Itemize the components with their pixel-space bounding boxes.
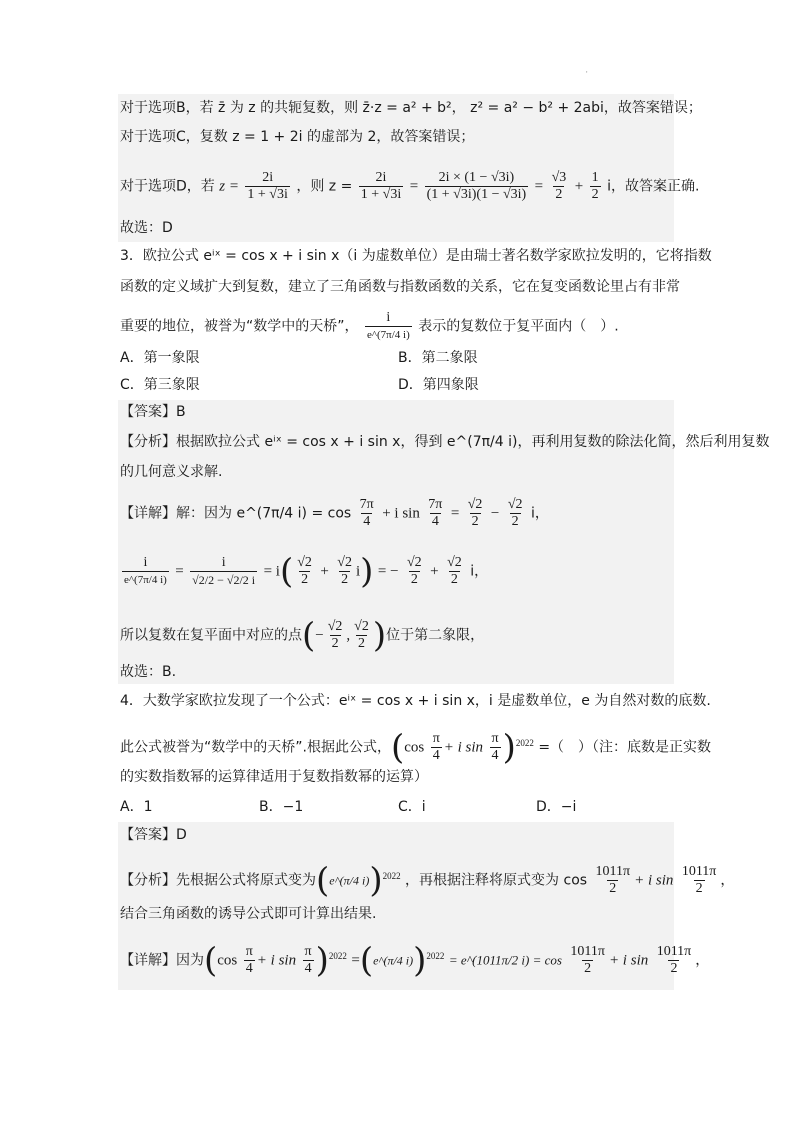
denominator: 2 <box>670 961 678 976</box>
numerator: √2 <box>447 555 462 570</box>
denominator: 2 <box>450 572 458 587</box>
denominator: (1 + √3i)(1 − √3i) <box>426 187 527 202</box>
option-d[interactable]: D．−i <box>536 799 577 815</box>
text: 对于选项D，若 <box>120 178 215 195</box>
math: + <box>430 563 439 580</box>
math: = <box>351 952 360 969</box>
denominator: 1 + √3i <box>247 187 288 202</box>
text-line: 故选：B. <box>120 664 177 680</box>
fraction <box>506 497 525 530</box>
text: ， <box>695 952 710 969</box>
answer-label: 【答案】B <box>120 404 186 420</box>
numerator: √3 <box>551 170 567 185</box>
fraction <box>431 731 442 764</box>
numerator: √2 <box>507 497 523 512</box>
denominator: 4 <box>432 748 440 763</box>
fraction <box>590 170 601 203</box>
numerator: √2 <box>297 555 312 570</box>
numerator: 2i <box>375 170 387 185</box>
option-d[interactable]: D．第四象限 <box>398 377 479 393</box>
fraction <box>655 944 694 977</box>
text: 表示的复数位于复平面内（ ）. <box>418 318 619 335</box>
denominator: √2/2 − √2/2 i <box>192 573 256 587</box>
fraction <box>122 555 169 588</box>
text: 【分析】先根据公式将原式变为 <box>120 872 316 889</box>
math: − <box>490 505 500 522</box>
text: ，则 z = <box>296 178 353 195</box>
numerator: i <box>143 555 148 570</box>
denominator: 4 <box>245 961 253 976</box>
paren: ( <box>359 940 374 981</box>
text-line: 故选：D <box>120 220 173 236</box>
math: cos <box>404 739 425 756</box>
fraction <box>405 555 424 588</box>
fraction <box>245 170 289 203</box>
denominator: 4 <box>491 748 499 763</box>
denominator: 4 <box>431 514 439 529</box>
fraction <box>295 555 314 588</box>
text: 【详解】因为 <box>120 952 204 969</box>
question-4-line: 4．大数学家欧拉发现了一个公式：eⁱˣ = cos x + i sin x，i 是虚数单位，e 为自然对数的底数. <box>120 693 711 709</box>
fraction <box>303 944 314 977</box>
math: + i sin <box>634 872 674 889</box>
option-b[interactable]: B．第二象限 <box>398 350 478 366</box>
denominator: 2 <box>584 961 592 976</box>
denominator: 2 <box>341 572 349 587</box>
paren: ( <box>279 551 294 592</box>
analysis-line: 【分析】根据欧拉公式 eⁱˣ = cos x + i sin x，得到 e^(7π/4 i)，再利用复数的除法化简，然后利用复数 <box>120 434 770 450</box>
question-3-line: 3．欧拉公式 eⁱˣ = cos x + i sin x（i 为虚数单位）是由瑞士著名数学家欧拉发明的，它将指数 <box>120 248 712 264</box>
paren: ( <box>302 615 316 656</box>
fraction <box>466 497 485 530</box>
math: + <box>320 563 329 580</box>
math: + i sin <box>382 505 420 522</box>
detail-line <box>120 940 710 981</box>
fraction <box>594 864 633 897</box>
page-mark: ' <box>586 70 588 79</box>
text: ，再根据注释将原式变为 cos <box>405 872 588 889</box>
option-a[interactable]: A．第一象限 <box>120 350 200 366</box>
option-c[interactable]: C．第三象限 <box>120 377 200 393</box>
numerator: 7π <box>359 497 374 512</box>
numerator: √2 <box>337 555 352 570</box>
numerator: √2 <box>407 555 422 570</box>
denominator: 2 <box>471 514 479 529</box>
math: = <box>450 505 460 522</box>
paren: ( <box>204 940 218 981</box>
numerator: √2 <box>467 497 483 512</box>
exponent: 2022 <box>426 950 445 961</box>
denominator: 2 <box>511 514 519 529</box>
numerator: i <box>386 310 391 325</box>
math: = e^(1011π/2 i) = cos <box>448 952 562 968</box>
option-c[interactable]: C．i <box>398 799 426 815</box>
question-4-line <box>120 727 712 768</box>
fraction <box>359 170 403 203</box>
numerator: π <box>304 944 312 959</box>
text: 【详解】解：因为 e^(7π/4 i) = cos <box>120 505 352 522</box>
numerator: 1011π <box>570 944 605 959</box>
exponent: 2022 <box>328 950 347 961</box>
fraction <box>425 170 529 203</box>
denominator: 2 <box>410 572 418 587</box>
question-4-line: 的实数指数幂的运算律适用于复数指数幂的运算） <box>120 769 428 785</box>
fraction <box>568 944 607 977</box>
text: 此公式被誉为“数学中的天桥”.根据此公式， <box>120 739 391 756</box>
denominator: 2 <box>555 187 563 202</box>
numerator: 1011π <box>595 864 631 879</box>
analysis-line: 的几何意义求解. <box>120 464 223 480</box>
math: = − <box>377 563 399 580</box>
math: z = <box>219 178 239 195</box>
denominator: 2 <box>331 636 339 651</box>
fraction <box>326 619 345 652</box>
denominator: e^(7π/4 i) <box>122 571 169 588</box>
fraction <box>335 555 354 588</box>
denominator: 2 <box>591 187 599 202</box>
numerator: 1 <box>591 170 599 185</box>
math: + i sin <box>256 952 297 969</box>
numerator: 1011π <box>681 864 717 879</box>
text-line: 对于选项C，复数 z = 1 + 2i 的虚部为 2，故答案错误； <box>120 129 475 145</box>
denominator: 2 <box>609 881 617 896</box>
option-b[interactable]: B．−1 <box>259 799 304 815</box>
answer-label: 【答案】D <box>120 827 187 843</box>
option-a[interactable]: A．1 <box>120 799 153 815</box>
math: = <box>534 178 544 195</box>
math: − <box>315 627 324 644</box>
analysis-line: 结合三角函数的诱导公式即可计算出结果. <box>120 906 377 922</box>
exponent: 2022 <box>515 737 534 748</box>
math: = i <box>263 563 280 580</box>
numerator: 2i <box>262 170 274 185</box>
fraction <box>190 555 257 588</box>
question-3-line: 函数的定义域扩大到复数，建立了三角函数与指数函数的关系，它在复变函数论里占有非常 <box>120 279 680 295</box>
math: , <box>346 627 351 644</box>
paren: ( <box>390 727 405 768</box>
paren: ( <box>316 860 330 901</box>
paren: ) <box>360 551 374 592</box>
math: + i sin <box>443 739 484 756</box>
math: i <box>355 563 361 580</box>
math: e^(π/4 i) <box>329 873 370 888</box>
question-3-line <box>120 310 619 343</box>
point-line <box>120 615 485 656</box>
numerator: π <box>491 731 499 746</box>
paren: ) <box>315 940 329 981</box>
fraction <box>244 944 255 977</box>
text: =（ ）（注：底数是正实数 <box>538 739 712 756</box>
denominator: 2 <box>695 881 703 896</box>
calc-line <box>120 551 489 592</box>
math: cos <box>217 952 238 969</box>
text: 重要的地位，被誉为“数学中的天桥”， <box>120 318 359 335</box>
numerator: 2i × (1 − √3i) <box>438 170 515 185</box>
numerator: √2 <box>354 619 369 634</box>
math: = <box>409 178 419 195</box>
math: e^(π/4 i) <box>373 953 414 968</box>
math-line <box>120 170 699 203</box>
fraction <box>550 170 569 203</box>
numerator: π <box>432 731 440 746</box>
denominator: e^(7π/4 i) <box>365 326 412 343</box>
fraction <box>680 864 719 897</box>
text: 所以复数在复平面中对应的点 <box>120 627 302 644</box>
fraction <box>365 310 412 343</box>
denominator: 1 + √3i <box>360 187 402 202</box>
detail-line <box>120 497 549 530</box>
text: ， <box>720 872 735 889</box>
math: = <box>175 563 184 580</box>
fraction <box>490 731 501 764</box>
fraction <box>445 555 464 588</box>
numerator: 7π <box>428 497 443 512</box>
fraction <box>426 497 444 530</box>
denominator: 4 <box>304 961 312 976</box>
numerator: π <box>245 944 253 959</box>
paren: ) <box>369 860 383 901</box>
math: + <box>574 178 584 195</box>
denominator: 2 <box>358 636 366 651</box>
text: 位于第二象限， <box>386 627 485 644</box>
text: i， <box>530 505 549 522</box>
denominator: 4 <box>363 514 371 529</box>
paren: ) <box>372 615 387 656</box>
paren: ) <box>502 727 516 768</box>
analysis-line <box>120 860 735 901</box>
text: i， <box>470 563 489 580</box>
paren: ) <box>413 940 427 981</box>
math: + i sin <box>608 952 649 969</box>
fraction <box>352 619 371 652</box>
text-line: 对于选项B，若 z̄ 为 z 的共轭复数，则 z̄·z = a² + b²， z² = a² − b² + 2abi，故答案错误； <box>120 100 702 116</box>
numerator: i <box>221 555 226 570</box>
numerator: 1011π <box>656 944 692 959</box>
fraction <box>358 497 376 530</box>
numerator: √2 <box>327 619 343 634</box>
denominator: 2 <box>301 572 309 587</box>
text: i，故答案正确. <box>607 178 700 195</box>
exponent: 2022 <box>382 870 401 881</box>
